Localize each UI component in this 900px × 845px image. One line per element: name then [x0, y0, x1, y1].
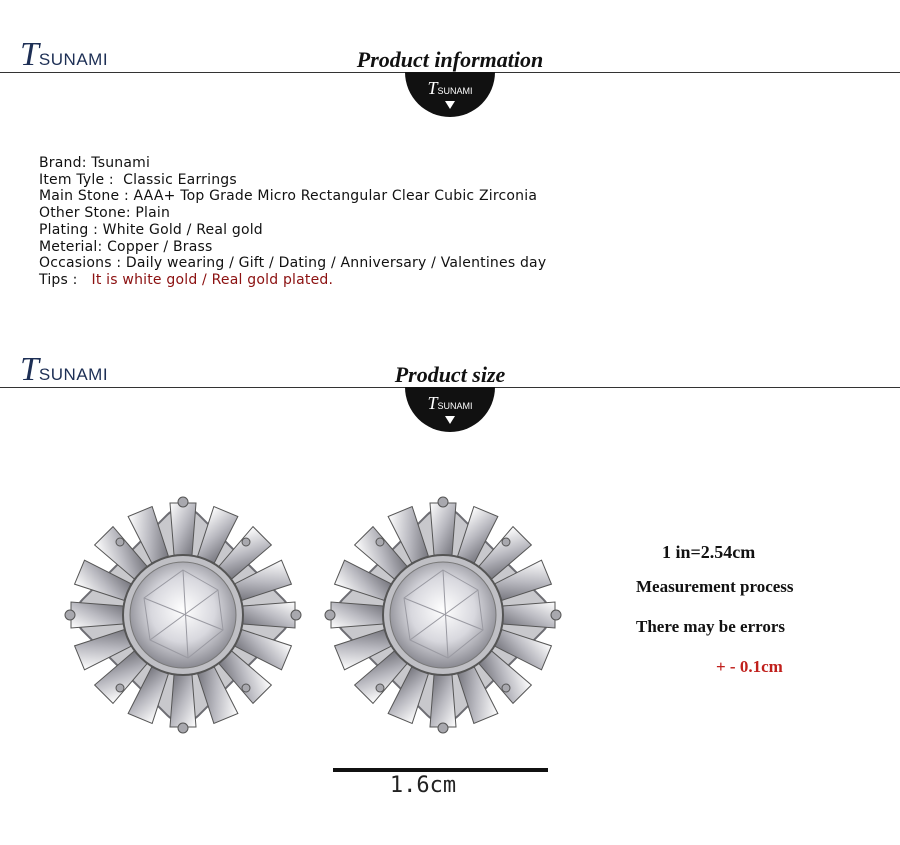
earring-image-left [58, 490, 308, 740]
errors-note: There may be errors [636, 617, 786, 636]
info-other-stone: Other Stone: Plain [39, 205, 171, 222]
tolerance-note: + - 0.1cm [716, 657, 783, 676]
arrow-down-icon [445, 101, 455, 109]
tips-label: Tips : [39, 271, 92, 288]
info-plating: Plating : White Gold / Real gold [39, 221, 263, 238]
tsunami-badge: TSUNAMI [405, 387, 495, 432]
measurement-label: 1.6cm [389, 773, 457, 798]
arrow-down-icon [445, 416, 455, 424]
info-brand: Brand: Tsunami [39, 155, 151, 171]
info-occasions: Occasions : Daily wearing / Gift / Dating / Anniversary / Valentines day [39, 255, 547, 272]
tsunami-badge: TSUNAMI [405, 72, 495, 117]
info-material: Meterial: Copper / Brass [39, 238, 213, 255]
measurement-bar [333, 768, 548, 772]
product-info-list [39, 155, 546, 289]
section-title: Product information [356, 47, 544, 72]
conversion-note: 1 in=2.54cm [662, 542, 756, 562]
tsunami-logo: TSUNAMI [20, 351, 109, 388]
process-note: Measurement process [636, 577, 794, 596]
tsunami-logo: TSUNAMI [20, 36, 109, 73]
info-tips [39, 272, 546, 289]
info-item-type: Item Tyle : Classic Earrings [39, 171, 237, 188]
tips-value: It is white gold / Real gold plated. [91, 271, 334, 288]
section-title: Product size [394, 362, 506, 387]
earring-image-right [318, 490, 568, 740]
info-main-stone: Main Stone : AAA+ Top Grade Micro Rectangular Clear Cubic Zirconia [39, 188, 538, 205]
